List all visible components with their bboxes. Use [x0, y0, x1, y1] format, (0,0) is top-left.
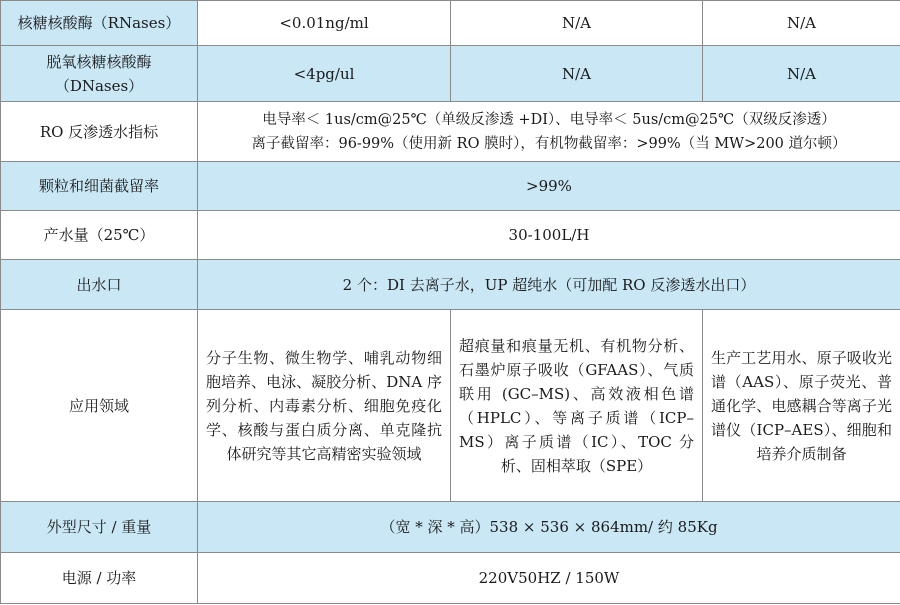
cell-value: N/A — [451, 46, 703, 102]
cell-value: 2 个：DI 去离子水，UP 超纯水（可加配 RO 反渗透水出口） — [198, 260, 900, 310]
ro-spec-line: 电导率＜ 1us/cm@25℃（单级反渗透 +DI）、电导率＜ 5us/cm@25℃（双级反渗透） — [262, 111, 836, 128]
row-label — [1, 46, 198, 102]
cell-value: <0.01ng/ml — [198, 1, 451, 46]
row-label: 产水量（25℃） — [1, 211, 198, 260]
row-label-line: （DNases） — [54, 76, 144, 95]
row-label-line: 脱氧核糖核酸酶 — [46, 52, 152, 71]
row-dimensions — [1, 502, 900, 553]
cell-value: N/A — [451, 1, 703, 46]
row-applications — [1, 310, 900, 502]
cell-value: 生产工艺用水、原子吸收光谱（AAS）、原子荧光、普通化学、电感耦合等离子光谱仪（ICP–AES）、细胞和培养介质制备 — [703, 310, 900, 502]
row-power — [1, 553, 900, 604]
cell-value: 分子生物、微生物学、哺乳动物细胞培养、电泳、凝胶分析、DNA 序列分析、内毒素分析、细胞免疫化学、核酸与蛋白质分离、单克隆抗体研究等其它高精密实验领域 — [198, 310, 451, 502]
cell-value: N/A — [703, 1, 900, 46]
row-label: 电源 / 功率 — [1, 553, 198, 604]
row-particle-retention — [1, 162, 900, 211]
row-outlets — [1, 260, 900, 310]
cell-value: N/A — [703, 46, 900, 102]
cell-value: 220V50HZ / 150W — [198, 553, 900, 604]
cell-value — [198, 102, 900, 162]
cell-value: >99% — [198, 162, 900, 211]
ro-spec-line: 离子截留率：96-99%（使用新 RO 膜时），有机物截留率：>99%（当 MW>200 道尔顿） — [251, 135, 847, 152]
cell-value: 超痕量和痕量无机、有机物分析、石墨炉原子吸收（GFAAS）、气质联用 (GC–MS)、高效液相色谱（HPLC）、等离子质谱（ICP–MS）离子质谱（IC）、TOC 分析、固相萃取（SPE） — [451, 310, 703, 502]
row-label: RO 反渗透水指标 — [1, 102, 198, 162]
row-label: 核糖核酸酶（RNases） — [1, 1, 198, 46]
row-rnases — [1, 1, 900, 46]
cell-value: （宽 * 深 * 高）538 × 536 × 864mm/ 约 85Kg — [198, 502, 900, 553]
row-dnases — [1, 46, 900, 102]
row-label: 出水口 — [1, 260, 198, 310]
row-label: 外型尺寸 / 重量 — [1, 502, 198, 553]
row-ro-water — [1, 102, 900, 162]
cell-value: 30-100L/H — [198, 211, 900, 260]
row-label: 颗粒和细菌截留率 — [1, 162, 198, 211]
row-label: 应用领域 — [1, 310, 198, 502]
row-water-output — [1, 211, 900, 260]
cell-value: <4pg/ul — [198, 46, 451, 102]
